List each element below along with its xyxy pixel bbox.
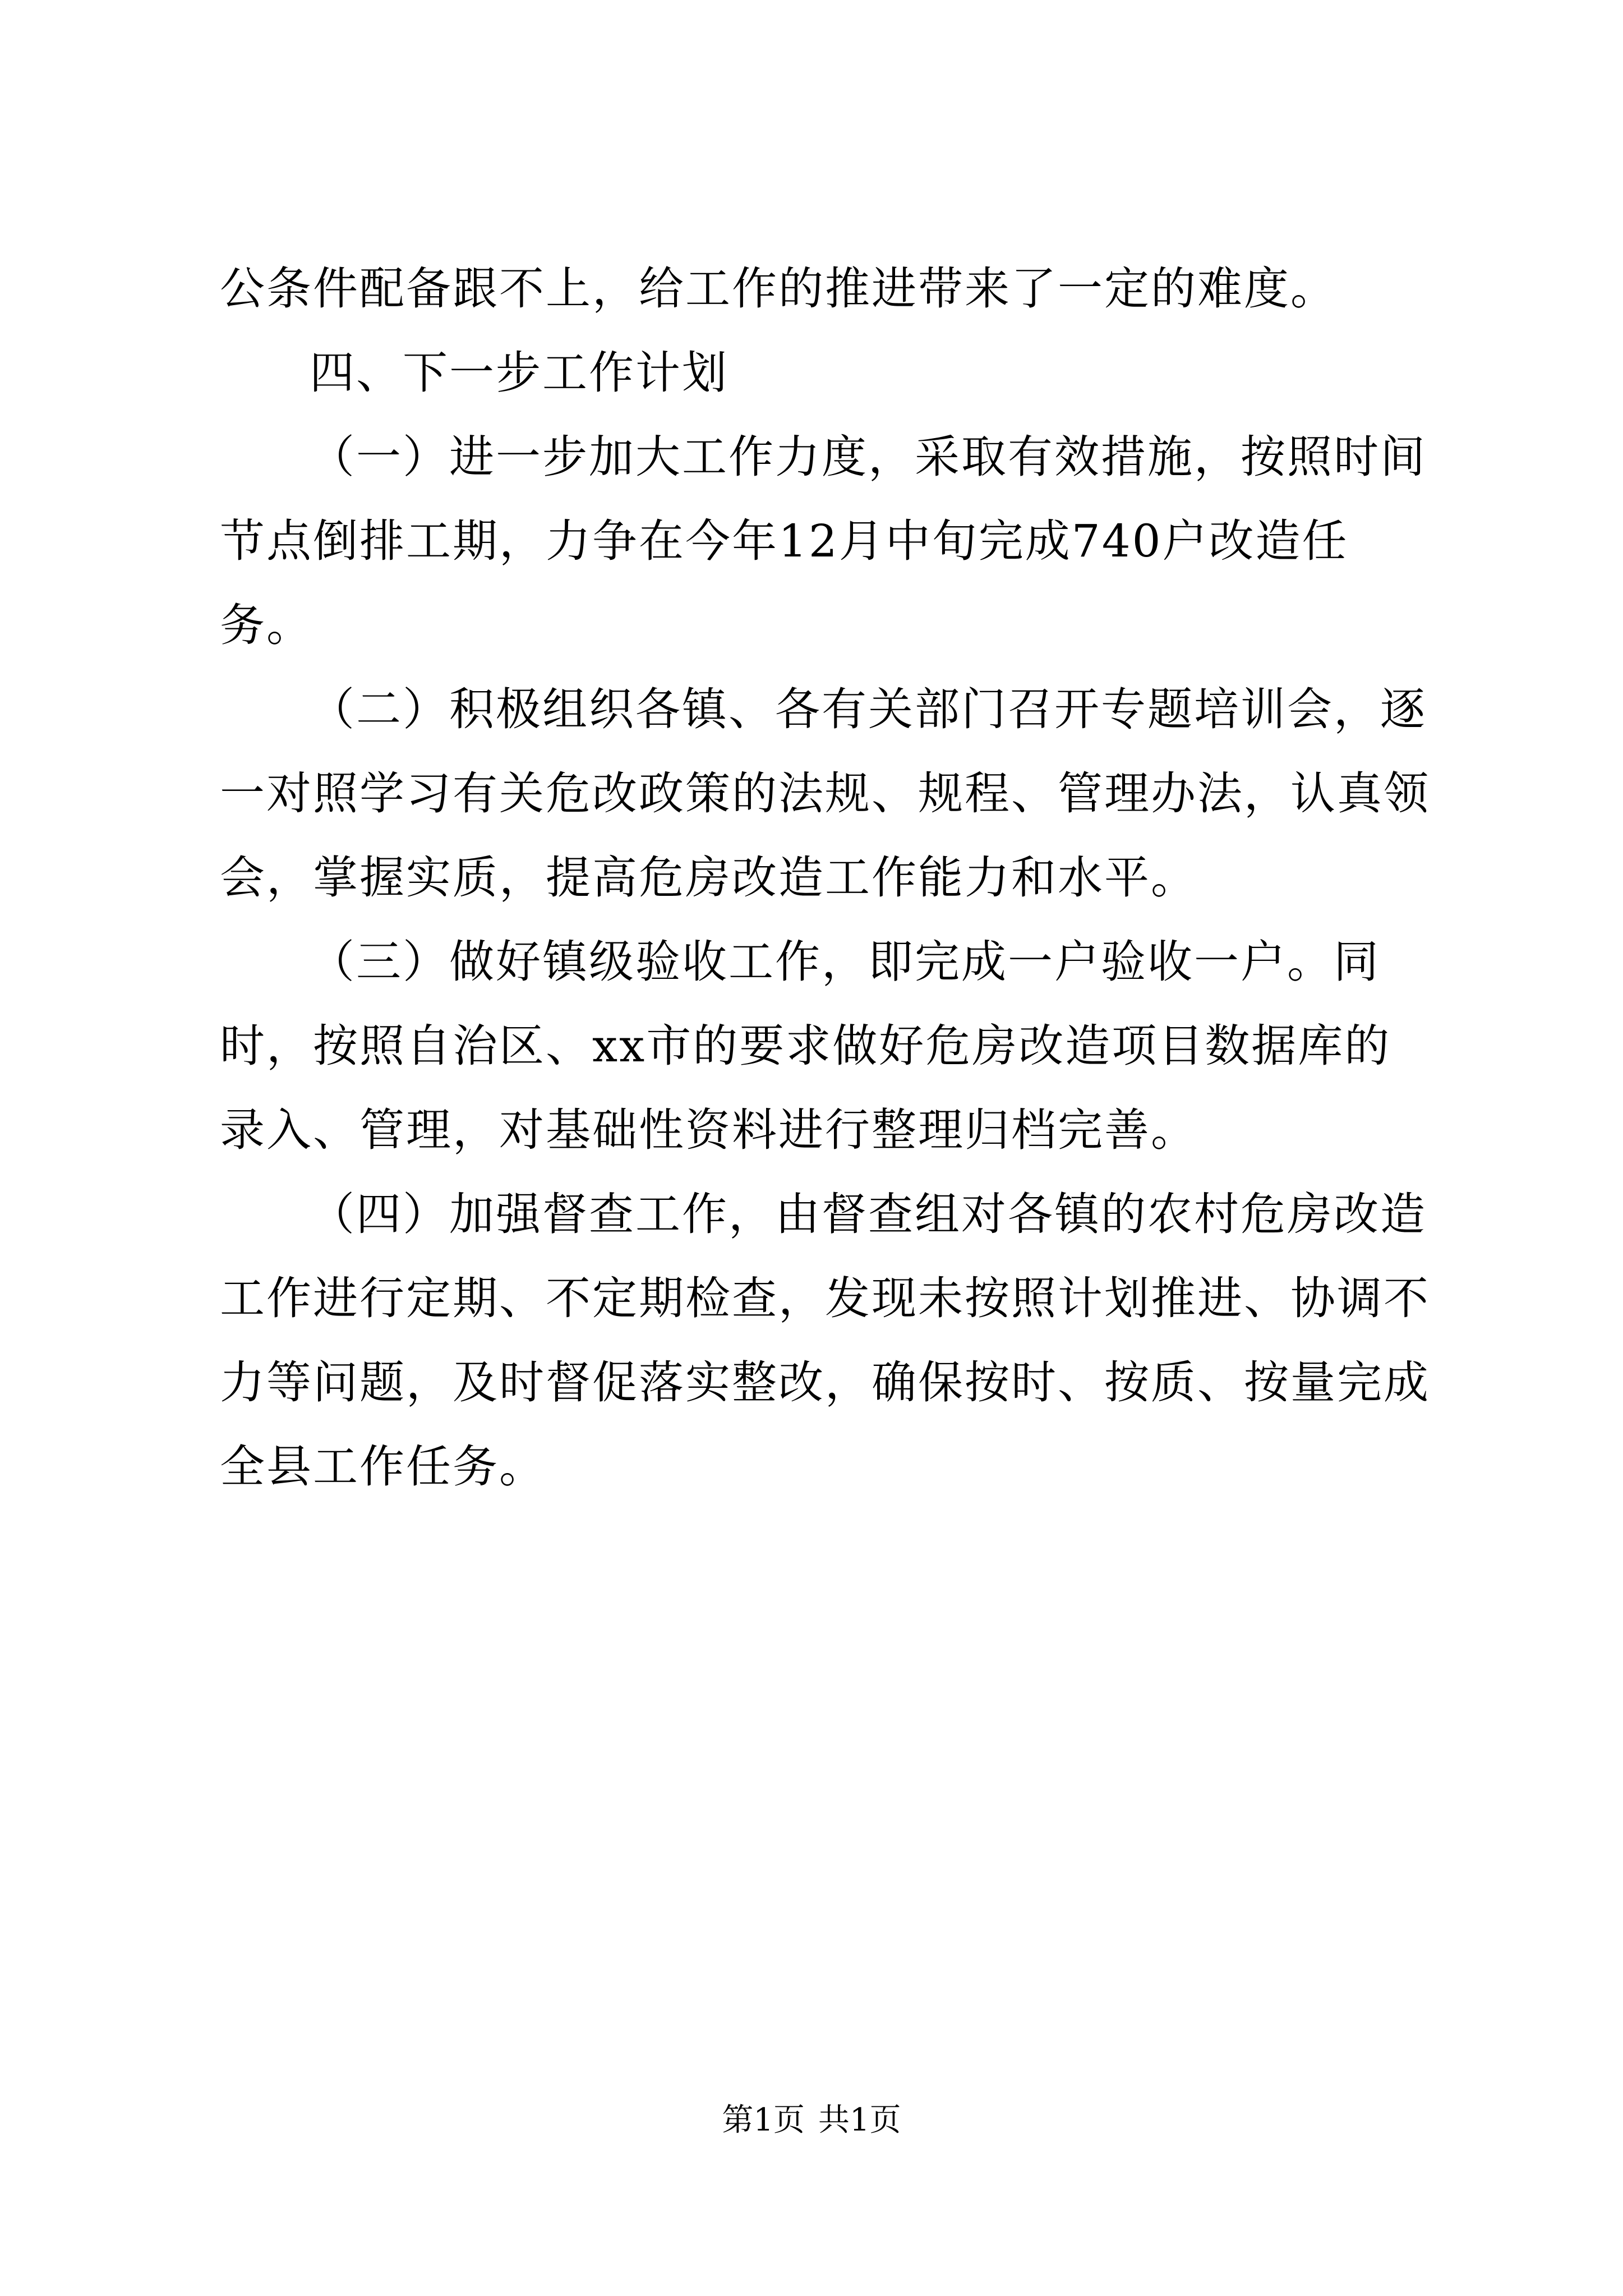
plan-item-2: （二）积极组织各镇、各有关部门召开专题培训会，逐一对照学习有关危改政策的法规、规程、管理办法，认真领会，掌握实质，提高危房改造工作能力和水平。 [220, 683, 1430, 904]
paragraph-continuation: 公条件配备跟不上，给工作的推进带来了一定的难度。 [220, 263, 1337, 315]
page-footer [0, 2101, 1623, 2140]
plan-item-1: （一）进一步加大工作力度，采取有效措施，按照时间节点倒排工期，力争在今年12月中旬完成740户改造任务。 [220, 431, 1427, 651]
section-heading: 四、下一步工作计划 [310, 347, 728, 399]
page-total: 共1页 [818, 2102, 901, 2138]
document-body [220, 247, 1431, 1509]
plan-item-4: （四）加强督查工作，由督查组对各镇的农村危房改造工作进行定期、不定期检查，发现未按照计划推进、协调不力等问题，及时督促落实整改，确保按时、按质、按量完成全县工作任务。 [220, 1188, 1430, 1493]
page-number: 第1页 [722, 2102, 805, 2138]
plan-item-3: （三）做好镇级验收工作，即完成一户验收一户。同时，按照自治区、xx市的要求做好危房改造项目数据库的录入、管理，对基础性资料进行整理归档完善。 [220, 936, 1391, 1156]
